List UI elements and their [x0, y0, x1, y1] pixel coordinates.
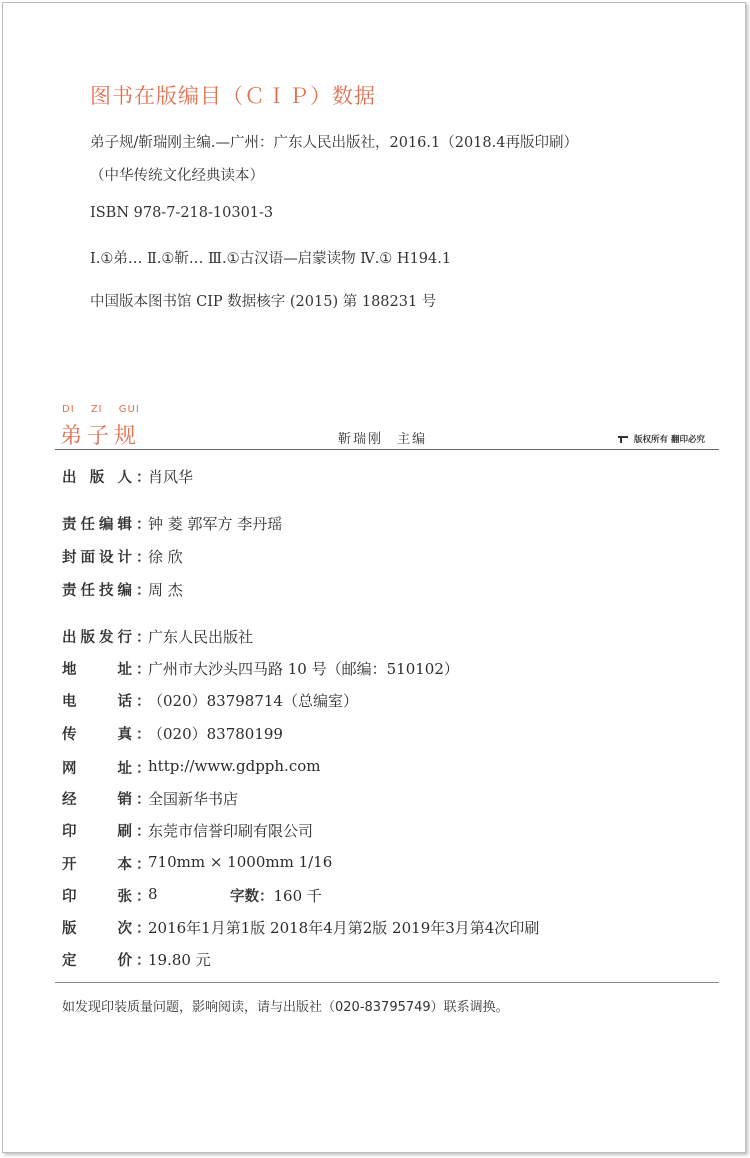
field-value: 东莞市信誉印刷有限公司: [148, 822, 314, 840]
field-value: 周 杰: [148, 581, 183, 599]
field-value: 8: [148, 885, 158, 903]
field-label: 网 址 ：: [62, 761, 151, 777]
field-value: 2016年1月第1版 2018年4月第2版 2019年3月第4次印刷: [148, 919, 540, 937]
field-value: 肖风华: [148, 468, 194, 486]
field-label: 经 销 ：: [62, 792, 151, 808]
field-price: [62, 949, 211, 970]
word-count-label: 字数：: [230, 889, 274, 905]
field-label: 传 真 ：: [62, 727, 151, 743]
field-value: （020）83780199: [148, 725, 283, 743]
book-title: 弟子规: [60, 424, 142, 449]
field-value: http://www.gdpph.com: [148, 757, 321, 775]
field-label: 出 版 人 ：: [62, 470, 151, 486]
field-phone: [62, 690, 358, 711]
field-value: 全国新华书店: [148, 790, 239, 808]
cip-number: 中国版本图书馆 CIP 数据核字 (2015) 第 188231 号: [90, 294, 437, 310]
field-label: 印 张 ：: [62, 889, 151, 905]
field-format: [62, 853, 332, 874]
field-value: 钟 菱 郭军方 李丹瑶: [148, 515, 283, 533]
field-value: 广东人民出版社: [148, 628, 254, 646]
field-website: [62, 757, 320, 778]
quality-notice: 如发现印装质量问题，影响阅读，请与出版社（020-83795749）联系调换。: [62, 1000, 509, 1015]
field-sheets: [62, 885, 322, 906]
field-label: 封 面 设 计 ：: [62, 550, 151, 566]
field-value: 19.80 元: [148, 951, 211, 969]
field-tech-editor: [62, 579, 183, 600]
field-edition: [62, 917, 539, 938]
field-label: 地 址 ：: [62, 662, 151, 678]
field-fax: [62, 723, 283, 744]
field-value: （020）83798714（总编室）: [148, 692, 358, 710]
header-rule: [55, 449, 719, 450]
field-label: 出 版 发 行 ：: [62, 630, 151, 646]
cip-line-1: 弟子规/靳瑞刚主编.—广州：广东人民出版社，2016.1（2018.4再版印刷）: [90, 135, 578, 151]
field-cover-design: [62, 546, 183, 567]
book-pinyin: DI ZI GUI: [62, 404, 140, 415]
field-value: 710mm × 1000mm 1/16: [148, 853, 333, 871]
rights-notice: [618, 433, 705, 445]
field-label: 电 话 ：: [62, 694, 151, 710]
footer-rule: [55, 982, 719, 983]
rights-icon: [618, 435, 628, 444]
field-editors: [62, 513, 282, 534]
cip-classification: Ⅰ.①弟… Ⅱ.①靳… Ⅲ.①古汉语—启蒙读物 Ⅳ.① H194.1: [90, 251, 452, 267]
field-label: 版 次 ：: [62, 921, 151, 937]
field-distributor: [62, 788, 238, 809]
field-printer: [62, 820, 313, 841]
word-count-value: 160 千: [273, 887, 322, 905]
field-label: 责 任 技 编 ：: [62, 583, 151, 599]
cip-title: 图书在版编目（ＣＩＰ）数据: [90, 84, 376, 108]
field-label: 印 刷 ：: [62, 824, 151, 840]
field-value: 广州市大沙头四马路 10 号（邮编：510102）: [148, 660, 459, 678]
field-label: 定 价 ：: [62, 953, 151, 969]
field-publisher-person: [62, 466, 193, 487]
cip-isbn: ISBN 978-7-218-10301-3: [90, 205, 274, 221]
field-label: 责 任 编 辑 ：: [62, 517, 151, 533]
book-editor: 靳瑞刚 主编: [338, 432, 428, 447]
rights-text: 版权所有 翻印必究: [634, 435, 705, 445]
field-publisher: [62, 626, 253, 647]
field-label: 开 本 ：: [62, 857, 151, 873]
field-address: [62, 658, 459, 679]
field-value: 徐 欣: [148, 548, 183, 566]
cip-line-2: （中华传统文化经典读本）: [90, 168, 264, 184]
